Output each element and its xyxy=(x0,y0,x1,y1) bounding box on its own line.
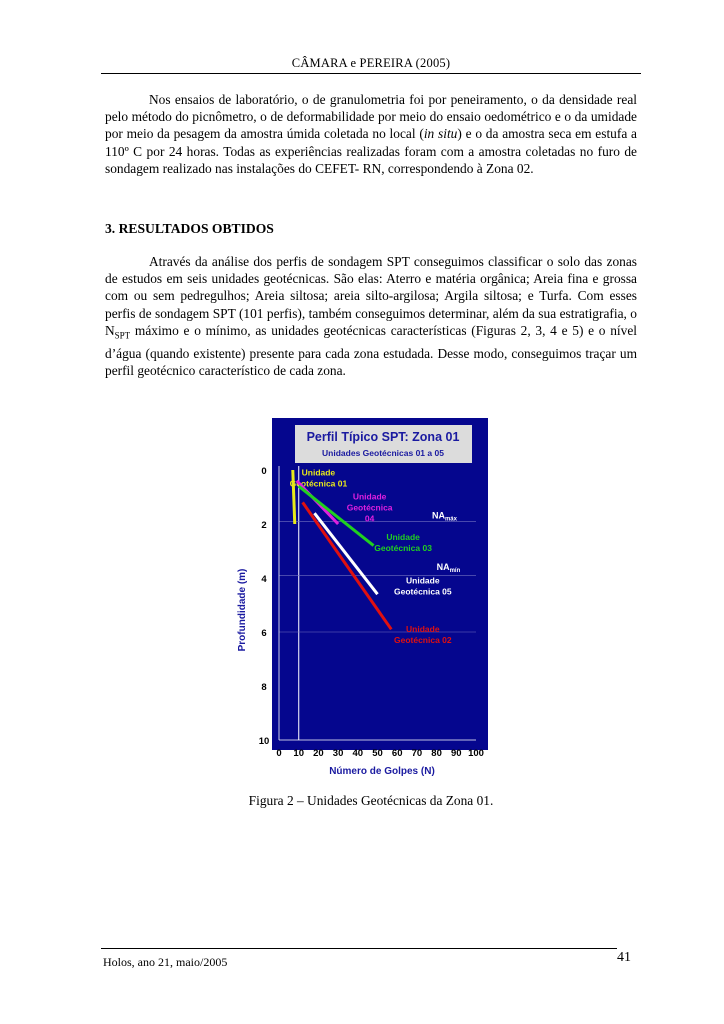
paragraph-lab-tests: Nos ensaios de laboratório, o de granulometria foi por peneiramento, o da densidade real pelo método do picnômetro, o de deformabilidade por meio do ensaio oedométrico e o da umidade por meio da pesagem da amostra úmida coletada no local (in situ) e o da amostra seca em estufa a 110º C por 24 horas. Todas as experiências realizadas foram com a amostra coletadas no furo de sondagem realizado nas instalações do CEFET- RN, correspondendo à Zona 02. xyxy=(105,92,637,176)
footer-rule xyxy=(101,948,617,949)
series-label-3: Geotécnica 03 xyxy=(374,543,432,554)
series-label-1: Unidade xyxy=(301,467,336,478)
header-rule xyxy=(101,73,641,74)
series-label-2: 04 xyxy=(364,513,375,524)
x-tick-label: 90 xyxy=(451,748,462,759)
y-tick-label: 10 xyxy=(258,736,270,747)
x-tick-label: 70 xyxy=(411,748,423,759)
page-number: 41 xyxy=(617,950,631,965)
x-tick-label: 80 xyxy=(431,748,442,759)
figure-caption: Figura 2 – Unidades Geotécnicas da Zona 01. xyxy=(248,793,494,808)
footer-journal: Holos, ano 21, maio/2005 xyxy=(103,955,228,969)
series-label-2: Geotécnica xyxy=(346,502,393,513)
na-text: NA xyxy=(431,510,445,521)
x-tick-label: 100 xyxy=(468,748,484,759)
series-label-3: Unidade xyxy=(386,532,420,543)
x-tick-label: 20 xyxy=(313,748,324,759)
x-axis-label: Número de Golpes (N) xyxy=(329,766,435,777)
running-header: CÂMARA e PEREIRA (2005) xyxy=(291,56,451,70)
x-tick-label: 10 xyxy=(293,748,304,759)
paragraph-results: Através da análise dos perfis de sondagem SPT conseguimos classificar o solo das zonas de estudos em seis unidades geotécnicas. São elas: Aterro e matéria orgânica; Areia fina e grossa com ou sem pedregulhos; Areia siltosa; areia silto-argilosa; Argila siltosa; e Turfa. Com esses perfis de sondagem SPT (101 perfis), também conseguimos determinar, além da sua estratigrafia, o $N_{SPT}$ máximo e o mínimo, as unidades geotécnicas características (Figuras 2, 3, 4 e 5) e o nível d’água (quando existente) presente para cada zona estudada. Desse modo, conseguimos traçar um perfil geotécnico característico de cada zona. xyxy=(105,254,637,378)
na-subscript: mín xyxy=(449,567,461,574)
series-label-2: Unidade xyxy=(352,491,387,502)
spt-subscript: SPT xyxy=(114,330,131,341)
na-text: NA xyxy=(436,561,450,572)
x-tick-label: 50 xyxy=(372,748,383,759)
x-tick-label: 0 xyxy=(276,748,282,759)
series-label-1: Geotécnica 01 xyxy=(289,478,348,489)
in-situ-italic: in situ xyxy=(423,126,458,142)
section-heading: 3. RESULTADOS OBTIDOS xyxy=(105,221,274,236)
series-label-4: Unidade xyxy=(406,575,440,586)
y-tick-label: 4 xyxy=(261,574,267,585)
x-tick-label: 30 xyxy=(332,748,344,759)
series-label-5: Geotécnica 02 xyxy=(393,635,452,645)
na-subscript: máx xyxy=(444,516,457,523)
y-tick-label: 2 xyxy=(261,520,267,531)
series-label-4: Geotécnica 05 xyxy=(393,586,452,597)
y-tick-label: 8 xyxy=(261,682,267,693)
x-tick-label: 40 xyxy=(352,748,364,759)
y-tick-label: 6 xyxy=(261,628,267,639)
x-tick-label: 60 xyxy=(391,748,403,759)
y-axis-label: Profundidade (m) xyxy=(237,568,248,652)
spt-chart xyxy=(232,418,488,778)
chart-title: Perfil Típico SPT: Zona 01 xyxy=(306,430,460,444)
chart-subtitle: Unidades Geotécnicas 01 a 05 xyxy=(322,448,444,458)
series-label-5: Unidade xyxy=(406,624,440,634)
figure-spt-profile xyxy=(232,418,488,778)
y-tick-label: 0 xyxy=(261,466,267,477)
